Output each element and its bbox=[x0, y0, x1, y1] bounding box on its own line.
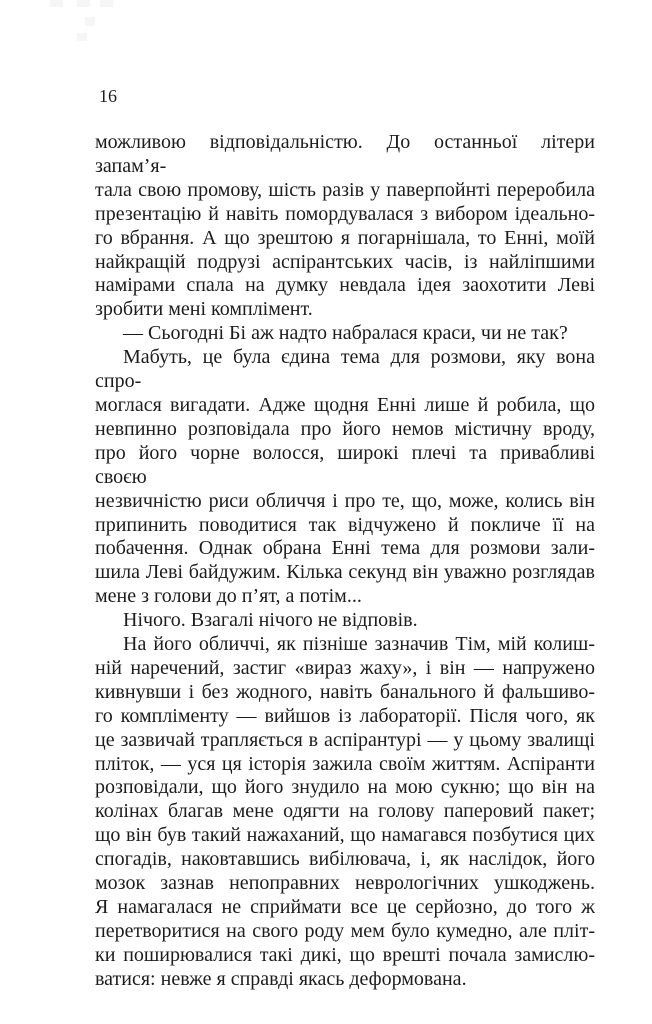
text-line: кивнувши і без жодного, навіть банального й фальшиво- bbox=[95, 680, 595, 703]
text-line: презентацію й навіть помордувалася з вибором ідеально- bbox=[95, 202, 595, 225]
text-line: невпинно розповідала про його немов містичну вроду, bbox=[95, 417, 595, 440]
text-line: що він був такий нажаханий, що намагався позбутися цих bbox=[95, 824, 595, 847]
paragraph bbox=[95, 633, 595, 992]
text-line: моглася вигадати. Адже щодня Енні лише й робила, що bbox=[95, 393, 595, 416]
text-line: про його чорне волосся, широкі плечі та привабливі своєю bbox=[95, 441, 595, 488]
text-line: можливою відповідальністю. До останньої літери запам’я- bbox=[95, 131, 595, 177]
scan-artifact bbox=[100, 0, 113, 7]
text-line: ки поширювалися такі дикі, що врешті почала замислю- bbox=[95, 943, 595, 966]
text-line: незвичністю риси обличчя і про те, що, може, колись він bbox=[95, 489, 595, 512]
text-line: пліток, — уся ця історія зажила своїм життям. Аспіранти bbox=[95, 752, 595, 775]
scan-artifact bbox=[77, 0, 90, 7]
text-line: Я намагалася не сприймати все це серйозно, до того ж bbox=[95, 896, 595, 918]
scan-artifact bbox=[77, 33, 87, 41]
text-line: Мабуть, це була єдина тема для розмови, яку вона спро- bbox=[95, 346, 595, 393]
text-line: мене з голови до п’ят, а потім... bbox=[95, 585, 362, 608]
text-line: розповідали, що його знудило на мою сукню; що він на bbox=[95, 776, 595, 799]
text-line: Нічого. Взагалі нічого не відповів. bbox=[123, 609, 418, 632]
text-line: колінах благав мене одягти на голову паперовий пакет; bbox=[95, 800, 595, 823]
scan-artifact bbox=[50, 0, 63, 7]
text-line: спогадів, наковтавшись вибілювача, і, як наслідок, його bbox=[95, 848, 595, 871]
text-line: ній наречений, застиг «вираз жаху», і він — напружено bbox=[95, 656, 595, 679]
text-line: — Сьогодні Бі аж надто набралася краси, чи не так? bbox=[123, 322, 568, 345]
text-line: ватися: невже я справді якась деформована. bbox=[95, 967, 467, 990]
text-line: припинить поводитися так відчужено й покличе її на bbox=[95, 513, 595, 536]
text-line: го компліменту — вийшов із лабораторії. Після чого, як bbox=[95, 704, 595, 727]
text-block bbox=[95, 131, 595, 992]
text-line: перетворитися на свого роду мем було кумедно, але пліт- bbox=[95, 919, 595, 942]
text-line: найкращій подрузі аспірантських часів, із найліпшими bbox=[95, 250, 595, 273]
paragraph bbox=[95, 322, 595, 346]
text-line: тала свою промову, шість разів у паверпойнті переробила bbox=[95, 178, 595, 201]
text-line: зробити мені комплімент. bbox=[95, 298, 313, 321]
text-line: побачення. Однак обрана Енні тема для розмови зали- bbox=[95, 537, 595, 560]
text-line: На його обличчі, як пізніше зазначив Тім, мій колиш- bbox=[123, 633, 595, 656]
scan-artifact bbox=[85, 17, 95, 26]
text-line: мозок зазнав непоправних неврологічних ушкоджень. bbox=[95, 872, 595, 895]
paragraph bbox=[95, 131, 595, 322]
text-line: го вбрання. А що зрештою я погарнішала, то Енні, моїй bbox=[95, 226, 595, 249]
paragraph bbox=[95, 609, 595, 633]
text-line: намірами спала на думку невдала ідея заохотити Леві bbox=[95, 274, 595, 297]
page-number: 16 bbox=[99, 86, 117, 106]
paragraph bbox=[95, 346, 595, 609]
text-line: шила Леві байдужим. Кілька секунд він уважно розглядав bbox=[95, 561, 595, 584]
text-line: це зазвичай трапляється в аспірантурі — у цьому звалищі bbox=[95, 728, 595, 751]
